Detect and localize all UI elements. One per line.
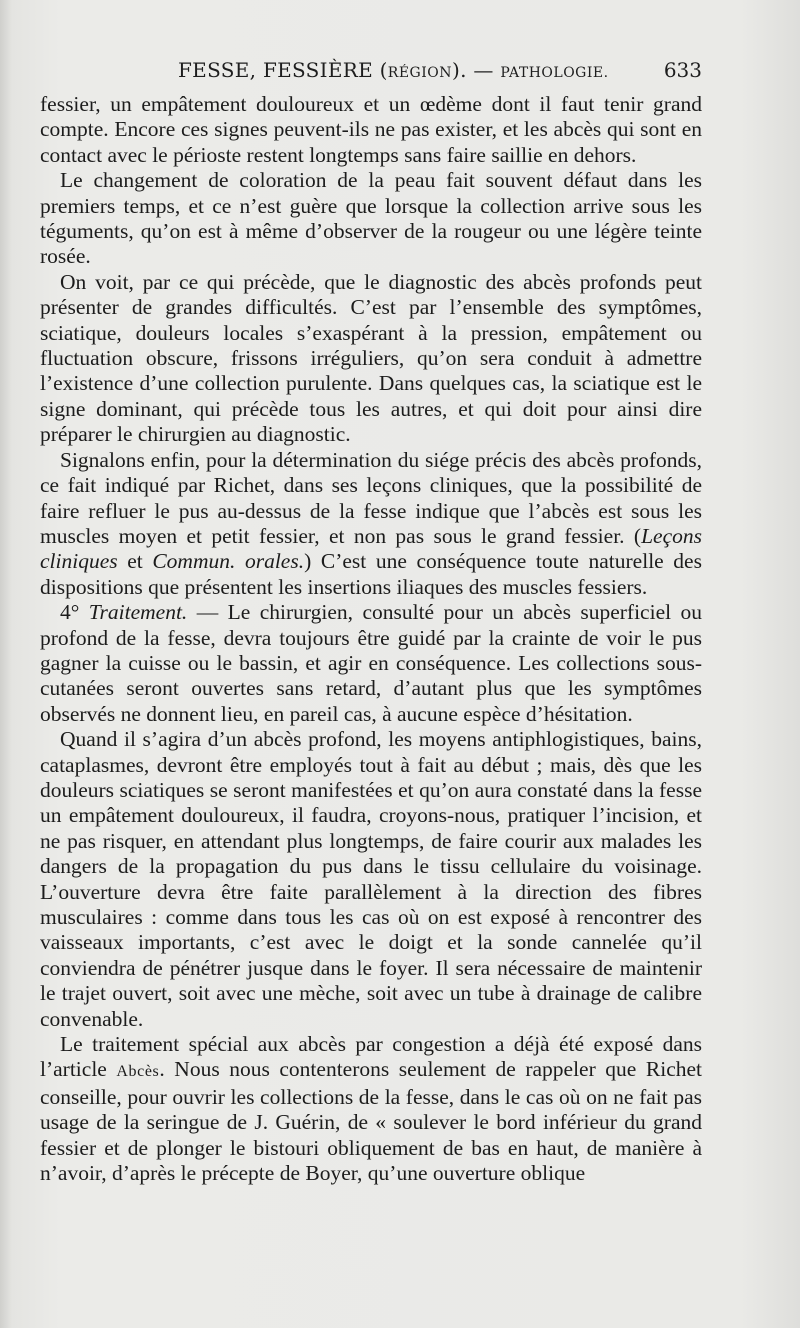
running-title: FESSE, FESSIÈRE (RÉGION). — PATHOLOGIE.	[178, 58, 609, 82]
title-section: PATHOLOGIE.	[500, 65, 609, 81]
page-number: 633	[663, 58, 702, 82]
paragraph-5: 4° Traitement. — Le chirurgien, consulté pour un abcès superficiel ou profond de la fesse, devra toujours être guidé par la crainte de voir le pus gagner la cuisse ou le bassin, et agir en conséquence. Les collections sous-cutanées seront ouvertes sans retard, d’autant plus que les symptômes observés ne donnent lieu, en pareil cas, à aucune espèce d’hésitation.	[40, 600, 702, 726]
cross-reference: Abcès	[116, 1063, 160, 1081]
body-text	[40, 92, 702, 1186]
citation-commun: Commun. orales.	[152, 549, 305, 574]
paragraph-7: Le traitement spécial aux abcès par congestion a déjà été exposé dans l’article Abcès. Nous nous contenterons seulement de rappeler que Richet conseille, pour ouvrir les collections de la fesse, dans le cas où on ne fait pas usage de la seringue de J. Guérin, de « soulever le bord inférieur du grand fessier et de plonger le bistouri obliquement de bas en haut, de manière à n’avoir, d’après le précepte de Boyer, qu’une ouverture oblique	[40, 1032, 703, 1186]
running-header	[40, 58, 702, 88]
paragraph-1: fessier, un empâtement douloureux et un œdème dont il faut tenir grand compte. Encore ces signes peuvent-ils ne pas exister, et les abcès qui sont en contact avec le périoste restent longtemps sans faire saillie en dehors.	[40, 92, 702, 167]
citation-lecons: Leçons cliniques	[40, 523, 702, 574]
section-title: Traitement.	[88, 600, 188, 625]
paragraph-3: On voit, par ce qui précède, que le diagnostic des abcès profonds peut présenter de grandes difficultés. C’est par l’ensemble des symptômes, sciatique, douleurs locales s’exaspérant à la pression, empâtement ou fluctuation obscure, frissons irréguliers, qu’on sera conduit à admettre l’existence d’une collection purulente. Dans quelques cas, la sciatique est le signe dominant, qui précède tous les autres, et qui doit pour ainsi dire préparer le chirurgien au diagnostic.	[40, 269, 702, 447]
paragraph-6: Quand il s’agira d’un abcès profond, les moyens antiphlogistiques, bains, cataplasmes, devront être employés tout à fait au début ; mais, dès que les douleurs sciatiques se seront manifestées et qu’on aura constaté dans la fesse un empâtement douloureux, il faudra, croyons-nous, pratiquer l’incision, et ne pas risquer, en attendant plus longtemps, de faire courir aux malades les dangers de la propagation du pus dans le tissu cellulaire du voisinage. L’ouverture devra être faite parallèlement à la direction des fibres musculaires : comme dans tous les cas où on est exposé à rencontrer des vaisseaux importants, c’est avec le doigt et la sonde cannelée qu’il conviendra de pénétrer jusque dans le foyer. Il sera nécessaire de maintenir le trajet ouvert, soit avec une mèche, soit avec un tube à drainage de calibre convenable.	[40, 727, 702, 1031]
paragraph-2: Le changement de coloration de la peau fait souvent défaut dans les premiers temps, et ce n’est guère que lorsque la collection arrive sous les téguments, qu’on est à même d’observer de la rougeur ou une légère teinte rosée.	[40, 168, 702, 269]
paragraph-4: Signalons enfin, pour la détermination du siége précis des abcès profonds, ce fait indiqué par Richet, dans ses leçons cliniques, que la possibilité de faire refluer le pus au-dessus de la fesse indique que l’abcès est sous les muscles moyen et petit fessier, et non pas sous le grand fessier. (Leçons cliniques et Commun. orales.) C’est une conséquence toute naturelle des dispositions que présentent les insertions iliaques des muscles fessiers.	[40, 447, 702, 599]
section-number: 4°	[60, 600, 89, 625]
title-region: RÉGION	[387, 65, 452, 81]
